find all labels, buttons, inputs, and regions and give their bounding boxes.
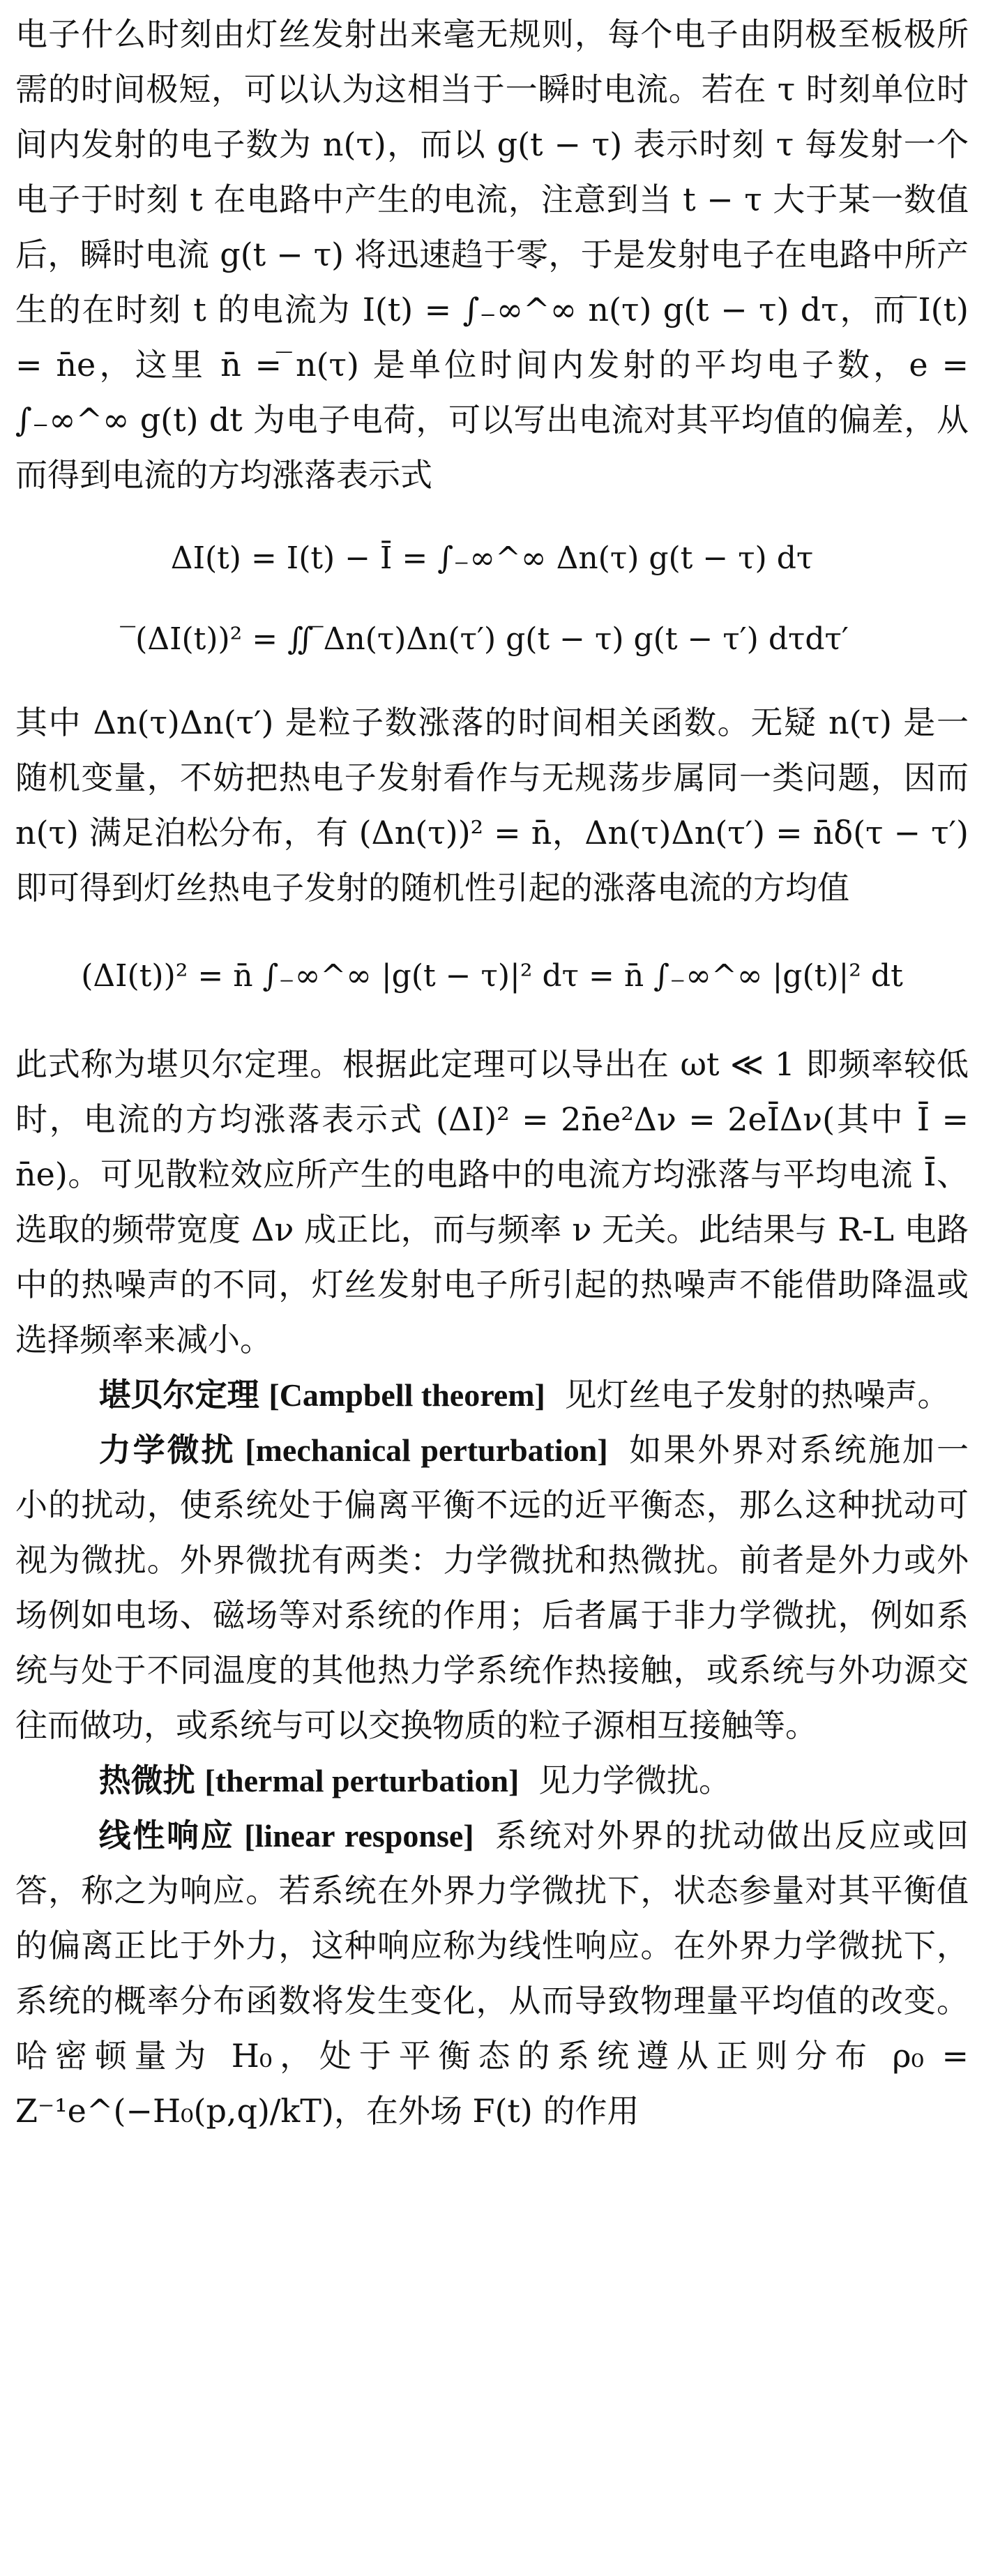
entry-body: 如果外界对系统施加一小的扰动，使系统处于偏离平衡不远的近平衡态，那么这种扰动可视为微扰。外界微扰有两类：力学微扰和热微扰。前者是外力或外场例如电场、磁场等对系统的作用；后者属于非力学微扰，例如系统与处于不同温度的其他热力学系统作热接触，或系统与外功源交往而做功，或系统与可以交换物质的粒子源相互接触等。 (15, 1431, 969, 1744)
entry-title: 堪贝尔定理 (98, 1376, 259, 1414)
spacer (15, 916, 969, 931)
entry-english-term: [Campbell theorem] (268, 1377, 545, 1413)
entry-thermal-perturbation (15, 1753, 969, 1808)
entry-title: 力学微扰 (98, 1431, 236, 1469)
spacer (15, 503, 969, 518)
intro-paragraph: 电子什么时刻由灯丝发射出来毫无规则，每个电子由阴极至板极所需的时间极短，可以认为这相当于一瞬时电流。若在 τ 时刻单位时间内发射的电子数为 n(τ)，而以 g(t − τ) 表示时刻 τ 每发射一个电子于时刻 t 在电路中产生的电流，注意到当 t − τ 大于某一数值后，瞬时电流 g(t − τ) 将迅速趋于零，于是发射电子在电路中所产生的在时刻 t 的电流为 I(t) = ∫₋∞^∞ n(τ) g(t − τ) dτ，而 ̅I(t) = n̄e，这里 n̄ = ̅n(τ) 是单位时间内发射的平均电子数，e = ∫₋∞^∞ g(t) dt 为电子电荷，可以写出电流对其平均值的偏差，从而得到电流的方均涨落表示式 (15, 15, 969, 494)
spacer (15, 680, 969, 695)
spacer (15, 1022, 969, 1037)
entry-body: 系统对外界的扰动做出反应或回答，称之为响应。若系统在外界力学微扰下，状态参量对其平衡值的偏离正比于外力，这种响应称为线性响应。在外界力学微扰下，系统的概率分布函数将发生变化，从而导致物理量平均值的改变。哈密顿量为 H₀，处于平衡态的系统遵从正则分布 ρ₀ = Z⁻¹e^(−H₀(p,q)/kT)，在外场 F(t) 的作用 (15, 1817, 969, 2130)
entry-english-term: [mechanical perturbation] (245, 1432, 608, 1468)
correlation-paragraph: 其中 Δn(τ)Δn(τ′) 是粒子数涨落的时间相关函数。无疑 n(τ) 是一随机变量，不妨把热电子发射看作与无规荡步属同一类问题，因而 n(τ) 满足泊松分布，有 (Δn(τ))² = n̄，Δn(τ)Δn(τ′) = n̄δ(τ − τ′) 即可得到灯丝热电子发射的随机性引起的涨落电流的方均值 (15, 704, 969, 907)
entry-linear-response (15, 1808, 969, 2139)
entry-campbell-theorem (15, 1367, 969, 1423)
campbell-conclusion-paragraph: 此式称为堪贝尔定理。根据此定理可以导出在 ωt ≪ 1 即频率较低时，电流的方均涨落表示式 (ΔI)² = 2n̄e²Δν = 2eĪΔν(其中 Ī = n̄e)。可见散粒效应所产生的电路中的电流方均涨落与平均电流 Ī、选取的频带宽度 Δν 成正比，而与频率 ν 无关。此结果与 R-L 电路中的热噪声的不同，灯丝发射电子所引起的热噪声不能借助降温或选择频率来减小。 (15, 1045, 969, 1358)
entry-english-term: [thermal perturbation] (204, 1763, 520, 1798)
equation-current-deviation: ΔI(t) = I(t) − Ī = ∫₋∞^∞ Δn(τ) g(t − τ) dτ (170, 540, 814, 576)
entry-body: 见灯丝电子发射的热噪声。 (564, 1376, 950, 1414)
equation-campbell: (ΔI(t))² = n̄ ∫₋∞^∞ |g(t − τ)|² dτ = n̄ ∫₋∞^∞ |g(t)|² dt (81, 958, 903, 994)
entry-body: 见力学微扰。 (538, 1761, 731, 1799)
equation-mean-square-fluctuation: ̅(ΔI(t))² = ∬ ̅Δn(τ)Δn(τ′) g(t − τ) g(t − τ′) dτdτ′ (135, 621, 849, 657)
entry-english-term: [linear response] (244, 1818, 474, 1854)
entry-title: 线性响应 (98, 1817, 235, 1854)
entry-mechanical-perturbation (15, 1423, 969, 1753)
entry-title: 热微扰 (98, 1761, 195, 1799)
